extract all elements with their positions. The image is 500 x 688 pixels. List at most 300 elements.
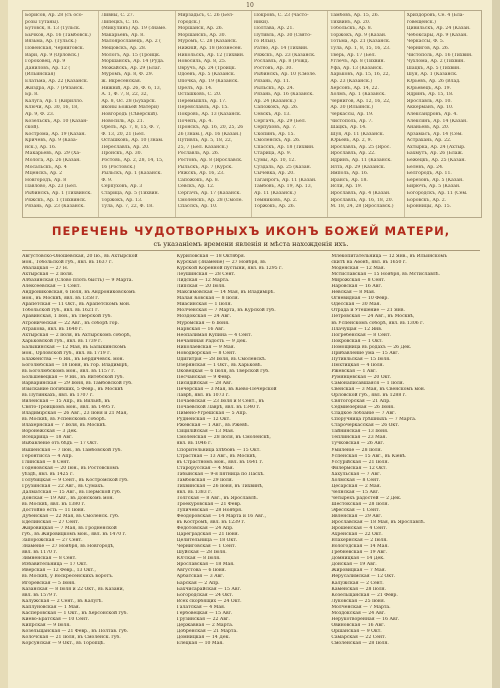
table-entry: Осташковъ, С. 20. xyxy=(177,92,222,98)
list-item: Нарвская — 16 Авг. xyxy=(176,326,225,332)
section-divider xyxy=(22,250,480,251)
table-entry: Чистополь, Ар. 7. xyxy=(330,118,373,124)
table-entry: Орелъ, Ар. 14. xyxy=(177,85,213,91)
table-entry: М. 18, 24, 28 (Ярославск.) xyxy=(330,204,394,210)
table-entry: Вари, Ар. 9 (Орловск.) xyxy=(25,52,80,58)
table-entry: Ростовъ, Ар. 8 (Ярославск. xyxy=(177,158,243,164)
list-item: Владимірская — 26 Авг., 23 Іюня и 21 Мая, xyxy=(22,411,128,417)
table-entry: Севскъ, Ар. 12. xyxy=(177,184,215,190)
table-entry: Павлово, Ар. 23 (Бел. xyxy=(25,184,78,190)
table-entry: Берёзовъ, Ар. 5 (Казан. xyxy=(406,177,464,183)
table-entry: ской). xyxy=(25,125,40,131)
list-item: Козельщанская — 21 Февр. xyxy=(331,592,398,598)
list-item: Грузинская — 22 Авг. xyxy=(176,616,230,622)
table-entry: Юрьевецъ, Ар. 19. xyxy=(406,85,452,91)
list-item: Югская — 8 Іюля. xyxy=(176,556,221,562)
table-entry: Калуга, Ар. 1 (Кирилло. xyxy=(25,98,84,104)
list-item: Ярославская — 18 Мая. xyxy=(176,562,235,568)
table-entry: Старица, Ар. 9. xyxy=(254,151,292,157)
table-entry: Ялта, Ар. 29 (Казанск. xyxy=(330,164,386,170)
table-entry: Липецкъ, С. 16. xyxy=(101,19,140,25)
list-item: Державная — 2 Марта. xyxy=(176,622,234,628)
list-item: Тихвинская — 26 Іюня, въ Тихвинѣ, xyxy=(176,483,264,489)
table-entry: Торжокъ, Ар. 26. xyxy=(254,204,296,210)
table-entry: Цивильскъ, Ар. 24 (Казан. xyxy=(406,26,471,32)
table-entry: Ядринъ, Ар. 11 (Казанск. xyxy=(330,158,392,164)
list-item: Орловской губ., явл. въ 1288 г. xyxy=(331,393,407,399)
list-item: Неопалимая Купина — 4 Сент. xyxy=(176,332,252,338)
table-entry: Арзамасъ, Ар. 14 (Сем. xyxy=(406,131,463,137)
table-entry: нск.), Ар. 16. xyxy=(25,144,57,150)
table-entry: Повенская, Черниговск. xyxy=(25,45,85,51)
list-item: Почаевской Лаврѣ, явл. въ 1340 г. xyxy=(176,405,261,411)
table-column xyxy=(23,11,99,217)
table-entry: Новгородъ (Сѣверскій). xyxy=(101,111,159,117)
table-entry: Сапожокъ, Ар. 26. xyxy=(254,105,299,111)
table-entry: Шуя, Ар. 11 (Казанск. xyxy=(330,131,385,137)
list-item: Атракова, явл. въ 1640 г. xyxy=(22,326,83,332)
list-item: Харьковской губ., явл. въ 1739 г. xyxy=(22,338,102,344)
list-item: Песчанская — 9 Февр. xyxy=(176,374,232,380)
list-column xyxy=(177,254,326,678)
table-entry: Ядринъ, Ар. 15, 18. xyxy=(406,92,454,98)
list-item: Млекопитательница — 12 Янв., въ Ильинскомъ xyxy=(331,254,447,259)
table-entry: Сычевка, Ар. 20. xyxy=(254,171,295,177)
table-entry: Ряжскъ, Ар. 16, 23. xyxy=(177,171,225,177)
table-entry: Смоленскъ, Ар. 28 (Смоле. xyxy=(177,197,243,203)
table-entry: Александровъ, Ар. 4. xyxy=(406,111,458,117)
table-entry: Севскъ, Ар. 13. xyxy=(254,111,291,117)
list-column xyxy=(22,254,171,678)
table-entry: Бирючъ, Ар. 5 (Казан. xyxy=(406,184,461,190)
list-item: Новодворская — 8 Сент. xyxy=(176,350,237,356)
list-item: Умиленіе — 28 Іюля. xyxy=(331,447,383,453)
list-item: явл. въ 1170 г. xyxy=(22,550,58,556)
table-entry: Вязьма, Ар. (Тульск.) xyxy=(25,39,77,45)
list-item: Озерянская — 1 Окт., въ Харьковѣ. xyxy=(176,362,262,368)
table-entry: Чухлома, Ар. 2 (Тихвин. xyxy=(406,59,465,65)
list-item: Выбавленіе отъ бѣдъ — 17 Окт. xyxy=(22,441,98,447)
list-item: Галатская — 4 Мая. xyxy=(176,604,226,610)
list-item: Смоленская — 28 Іюля. xyxy=(331,641,389,646)
table-entry: Орелъ, Ар. 7, 8, 15, Ф. 7, xyxy=(101,125,161,131)
table-entry: Сапожокъ, Ар. 8. xyxy=(177,177,220,183)
table-entry: Шацкъ, Ар. 14. xyxy=(330,125,367,131)
list-item: Тобольской губ., явл. въ 1621 г. xyxy=(22,308,100,314)
table-entry: Бежецкъ, Ар. 25 (Казан. xyxy=(406,158,466,164)
table-entry: Смоленскъ, Ар. 26. xyxy=(254,138,301,144)
list-item: Прибавление ума — 15 Авг. xyxy=(331,350,400,356)
table-entry: Ахтырка, Ар. 24 (Ахтыр. xyxy=(406,144,466,150)
table-entry: Путивль, Ар. 5, 18, 22, xyxy=(177,138,233,144)
list-item: Дубенская — 22 Мая, въ Смоленск. губ. xyxy=(22,514,120,520)
page-margin-left xyxy=(0,0,8,688)
table-entry: Алексинъ, Ар. 14 (Казан. xyxy=(406,118,468,124)
page xyxy=(8,0,492,688)
table-entry: Темниковъ, Ар. 2. xyxy=(254,197,298,203)
list-item: уѣздѣ, явл. въ 1425 г. xyxy=(22,471,74,477)
list-item: Отрада и Утешение — 21 Янв. xyxy=(331,308,405,314)
table-entry: Почепъ, Ар. 4. xyxy=(177,118,213,124)
table-entry: Рыльскъ, Ар. 7 (Курск. xyxy=(177,164,233,170)
table-entry: Переяславль, Ар. 15. xyxy=(177,105,229,111)
table-entry: Гороховец, Ар. 9 xyxy=(25,59,66,65)
table-entry: Шацкъ, Ар. 5 (Тихвин. xyxy=(406,65,461,71)
list-item: Запорожская — 27 Сент. xyxy=(22,538,83,544)
list-item: Боголюбская — 18 Іюня, въ гор. Владимірѣ, xyxy=(22,362,129,368)
table-column xyxy=(405,11,481,217)
icon-list xyxy=(22,254,480,678)
table-entry: Ярославль, Ар. 25 (Ярос. xyxy=(330,144,391,150)
list-item: Свенская — 3 Мая, въ Свенскомъ мон. xyxy=(331,387,426,393)
list-item: Страстная — 13 Авг., въ Москвѣ, xyxy=(176,453,257,459)
table-entry: Пронскъ, Ар. 30. xyxy=(101,151,143,157)
list-item: Оршанская — 9 Окт. xyxy=(331,628,382,634)
list-item: Глинская — 8 Сент. xyxy=(22,459,71,465)
list-item: Одесская — 30 Мая. xyxy=(331,302,381,308)
table-entry: Рославль, Ар. 26. xyxy=(177,151,220,157)
table-entry: Мещовскъ, Ар. 28. xyxy=(101,45,147,51)
table-entry: Ананьевъ, Ар. 20. xyxy=(406,125,450,131)
list-item: Всецарица — 18 Авг. xyxy=(22,435,73,441)
list-item: Толгская — 8 Авг., въ Ярославлѣ. xyxy=(176,495,258,501)
list-item: Калужская — 2 Сент., въ Калугѣ. xyxy=(22,598,103,604)
list-item: Ахтырская — 2 Іюля, въ Ахтырскомъ соборѣ, xyxy=(22,332,132,338)
list-item: Одигитрія — 28 Іюля, въ Смоленскѣ. xyxy=(176,356,267,362)
list-item: Успенская — 15 Авг., въ Кіевѣ. xyxy=(331,453,407,459)
list-item: Балыкинская — 12 Мая, въ Балыкинскомъ xyxy=(22,344,127,350)
list-item: Смоленская — 28 Іюля, въ Смоленскѣ, xyxy=(176,435,271,441)
table-entry: Ар. 23 (Казанск.) xyxy=(330,78,373,84)
table-entry: Кричевъ, Ар. 9 (Каза- xyxy=(25,138,78,144)
table-entry: Ряжскъ, Ар. 23 (Казанск. xyxy=(254,52,316,58)
list-item: Грузинская — 22 Авг., въ Сумахъ. xyxy=(22,483,105,489)
table-entry: Ар. 30 (Ильинск.) xyxy=(330,105,374,111)
list-item: Наровская — 16 Авг. xyxy=(331,284,383,290)
list-item: Мирожская — 8 Сент. xyxy=(331,278,386,284)
table-entry: Боровскъ, Ар. 2. xyxy=(406,197,447,203)
list-item: Лаврѣ, явл. въ 1073 г. xyxy=(176,393,230,399)
table-entry: Новосиль, Ар. 21. xyxy=(101,118,145,124)
table-entry: Тамбовъ, Ар. 15, 26. xyxy=(330,13,380,18)
list-item: Молченская — 7 Марта, въ Курской губ. xyxy=(176,308,276,314)
table-entry: Юрьевъ, Ар. 26 (Влад. xyxy=(406,78,461,84)
table-entry: говещенск.) xyxy=(406,19,436,25)
table-entry: Спасскъ, Ар. 10. xyxy=(177,204,218,210)
table-entry: Полтава, Ар. 21. xyxy=(254,26,294,32)
table-entry: Перемышль, Ар. 17. xyxy=(177,98,227,104)
table-entry: Бутовск, 8. 13 (Тульск. xyxy=(25,26,81,32)
list-item: Иерусалимская — 12 Окт. xyxy=(331,574,396,580)
list-item: Куриловская — 18 Октября. xyxy=(176,254,246,259)
table-entry: 25, 7 (Бел. Казанск.) xyxy=(177,144,228,150)
table-entry: Бычков, Ар. 16 (Тамбовск.) xyxy=(25,32,91,38)
table-entry: Жиздра, Ар. 7 (Рязанск. xyxy=(25,85,84,91)
list-item: въ Боголюбскомъ мон., явл. въ 1157 г. xyxy=(22,368,116,374)
table-entry: Белгородъ, Ар. 11. xyxy=(406,171,452,177)
list-item: Игоревская — 5 Іюня. xyxy=(22,580,76,586)
table-entry: Рыбинскъ, Ар. 1 (Тихвинск. xyxy=(25,191,92,197)
table-entry: Ф. 9. xyxy=(101,177,113,183)
list-item: Калужская — 2 Сент. xyxy=(331,580,384,586)
list-item: Годеновская — 20 Іюн., въ Ростовскомъ xyxy=(22,465,119,471)
table-entry: Ярославль, Ар. 10. xyxy=(406,98,452,104)
list-item: Избавительница — 17 Окт. xyxy=(22,562,88,568)
table-entry: Ростовъ, Ар. 2, 28, 14, 15, xyxy=(101,158,164,164)
table-entry: (Микулинъ) Ар. 19 (Знаме. xyxy=(101,26,167,32)
list-item: Моденская — 12 Мая. xyxy=(331,266,386,272)
list-item: Зимненская — 8 Сент. xyxy=(22,556,77,562)
list-item: въ Успенскомъ соборѣ, явл. въ 1306 г. xyxy=(331,320,425,326)
table-entry: Богородскъ, Ар. 11 (Сем. xyxy=(406,191,468,197)
list-item: Феодоровская — 14 Марта и 16 Авг., xyxy=(176,514,267,520)
table-entry: Суздаль, Ар. 25 (Казан. xyxy=(254,164,312,170)
list-item: Корсунская — 9 Окт., въ Торопцѣ. xyxy=(22,641,105,646)
list-item: Домницкая — 14 Дек. xyxy=(331,556,385,562)
list-item: Филермская — 12 Окт. xyxy=(331,465,387,471)
list-item: Явленская — 29 Авг. xyxy=(331,514,383,520)
list-item: Далматская — 15 Авг., въ Пермской губ. xyxy=(22,489,122,495)
table-entry: Малоярославецъ, Ар. 2 ( xyxy=(101,39,161,45)
table-entry: Рыльскъ, Ар. 24. xyxy=(254,85,295,91)
list-item: Взыскание погибших, 5 Февр., въ Москвѣ xyxy=(22,387,123,393)
city-feast-table xyxy=(22,10,482,218)
list-item: Голубицкая — 9 Сент., въ Костромской губ. xyxy=(22,477,129,483)
table-entry: Чернигов, Ар. 26. xyxy=(406,45,450,51)
list-item: въ Москвѣ, въ Успенскомъ соборѣ. xyxy=(22,417,107,423)
list-item: Споручница грѣшныхъ — 7 Марта. xyxy=(331,417,417,423)
list-item: Влахернская — 7 Іюля, въ Москвѣ. xyxy=(22,423,107,429)
list-item: явл. въ 1383 г. xyxy=(176,489,212,495)
table-entry: Моршанскъ, Ар. 14 (Руда. xyxy=(101,59,165,65)
table-entry: Мирзадьсъ, С. 26 (Бел- xyxy=(177,13,234,18)
table-entry: розы Тутаны). xyxy=(25,19,60,25)
table-entry: Ярославль, Ар. 16, 18, 20. xyxy=(330,197,394,203)
table-entry: Ратно, Ар. 14 (Тихвин. xyxy=(254,45,309,51)
list-item: Петровская — 24 Авг., въ Москвѣ, xyxy=(331,314,415,320)
list-item: Максимовская — 14 Мая, въ Владимірѣ. xyxy=(176,290,275,296)
table-entry: Чернигов, Ар. 12, 16, 22, xyxy=(330,98,391,104)
list-item: Козельщанская — 21 Февр., въ Полтав. губ. xyxy=(22,628,129,634)
list-item: Иверская — 12 Февр., 13 Окт., xyxy=(22,568,96,574)
table-entry: Ростовъ, Ар. 30. xyxy=(254,65,293,71)
table-entry: Рыльскъ, Ар. 1 (Казанск. xyxy=(101,171,162,177)
table-entry: Ар. 11 (Казанск.) xyxy=(254,191,296,197)
table-entry: Моршанск, Ар. 26. xyxy=(177,26,224,32)
list-item: Елецкая — 10 Мая. xyxy=(176,641,224,646)
table-entry: иконы Божьей Матери) xyxy=(101,105,159,111)
table-entry: А. 1, Ф. 7, 8, 22, 32, xyxy=(101,92,149,98)
table-entry: Пронскъ, Ар. 16, 20, 25, 26 xyxy=(177,125,244,131)
list-item: Хахульская — 7 Авг. xyxy=(331,471,381,477)
list-item: Касперовская — 1 Окт., въ Херсонской губ. xyxy=(22,610,128,616)
list-item: Миасинская — 1 Іюля. xyxy=(176,302,232,308)
table-entry: Сумы, Ар. 10, 12. xyxy=(254,158,296,164)
list-item: Тучковская — 26 Авг. xyxy=(331,441,385,447)
list-item: Вышенская — 7 Іюн., въ Тамбовской губ. xyxy=(22,447,122,453)
table-entry: Бахмутъ, Ар. 26 (Блаж. xyxy=(406,151,464,157)
list-item: Невская — 8 Мая. xyxy=(331,290,376,296)
list-item: Абалацкая — 27 Н. xyxy=(22,266,69,272)
list-item: Липская — 20 Іюля. xyxy=(176,284,226,290)
table-entry: Елатьма, Ар. 22 (Казанск. xyxy=(25,78,89,84)
list-item: Тупичевская — 28 Ноября. xyxy=(176,507,243,513)
list-item: Арбатская — 3 Авг. xyxy=(176,574,225,580)
section-title: ПЕРЕЧЕНЬ ЧУДОТВОРНЫХЪ ИКОНЪ БОЖЕЙ МАТЕРИ, xyxy=(51,224,451,238)
table-entry: Тихвинъ, Ар. 20. xyxy=(330,19,371,25)
list-item: Гребневская — 19 Авг. xyxy=(331,550,387,556)
table-entry: Старица, Ар. 5 (Тихвин. xyxy=(101,191,160,197)
list-item: Малая Ковская — 8 Іюля. xyxy=(176,296,240,302)
list-item: въ Костромѣ, явл. въ 1239 г. xyxy=(176,520,246,526)
list-item: Сладкое лобзаніе — 7 Авг. xyxy=(331,411,396,417)
list-item: Ржевская — 1 Авг. xyxy=(331,368,377,374)
table-entry: Юрьевъ, Ар. 2, 9. xyxy=(330,138,372,144)
table-entry: Херсонъ, Ар. 14, 22. xyxy=(330,85,379,91)
table-entry: ж. Вкресенская. xyxy=(101,78,142,84)
table-entry: Борисов, Ар. 28 (съ осо- xyxy=(25,13,84,18)
list-item: Уссурійская — 21 Іюля. xyxy=(331,459,389,465)
list-item: Федотовская — 24 Апр. xyxy=(176,526,234,532)
list-item: Аравинская, 1 Іюн., въ Тверской губ. xyxy=(22,314,112,320)
list-item: Целительница — 18 Окт. xyxy=(176,538,238,544)
section-subtitle: съ указаніемъ времени явленія и мѣста нахожденія ихъ. xyxy=(153,240,349,248)
list-item: Мстиславская — 15 Ноября, въ Мстиславлѣ. xyxy=(331,272,440,278)
list-item: Ахренская — 22 Окт. xyxy=(331,532,383,538)
table-column xyxy=(176,11,252,217)
table-entry: Уфа, Ар. 13 (Казанск. xyxy=(330,65,383,71)
list-item: Седмиезерная — 26 Іюня. xyxy=(331,405,395,411)
list-item: Ржевская — 1 Авг., въ Ржевѣ. xyxy=(176,423,249,429)
table-entry: Тверь, Ар. 17 (Бел. xyxy=(330,52,376,58)
table-entry: Ф. 13, 20, 21 (Бел. xyxy=(101,131,146,137)
table-entry: Козельскъ, Ар. 10 (Казан- xyxy=(25,118,88,124)
list-item: Свято-Троицкомъ мон., явл. въ 1495 г. xyxy=(22,405,116,411)
list-item: Блаженства — 6 Ян., въ Бердичевск. мон. xyxy=(22,356,124,362)
table-entry: Сергачъ, Ар. 29 (Бел. xyxy=(254,118,307,124)
list-item: Пимено-Угрешская — 5 Апр. xyxy=(176,411,247,417)
table-entry: 26 (Знам.), Ар. 16 (Казан.) xyxy=(177,131,242,137)
list-item: Нерукотворенная — 16 Авг. xyxy=(331,616,400,622)
table-entry: Рославль, Ар. 8 (Рожд. xyxy=(254,59,309,65)
list-item: Цесарская — 2 Мая. xyxy=(331,483,382,489)
table-entry: Белевъ, Ар. 24. xyxy=(406,164,444,170)
list-item: Четырехъ радостей — 2 Дек. xyxy=(331,495,402,501)
list-item: Святогорская — 21 Апр. xyxy=(331,399,391,405)
list-item: Каменская — 28 Іюля. xyxy=(331,586,386,592)
table-entry: Путивль, Ар. 30 (Свято- xyxy=(254,32,312,38)
table-entry: Харьковъ, Ар. 15, 16, 22, xyxy=(330,72,391,78)
list-item: Ярошенская — 4 Сент. xyxy=(331,526,388,532)
table-entry: Серпуховъ, Ар. 3 xyxy=(101,184,143,190)
list-item: Курская (Знаменіе) — 27 Ноября, въ xyxy=(176,260,266,266)
table-entry: Можайскъ, Ар. 29 (Благ. xyxy=(101,65,162,71)
list-item: Луковская — 25 Іюня. xyxy=(331,598,386,604)
list-item: Кипрская — 9 Іюля. xyxy=(22,622,71,628)
list-item: скитѣ на Аѳонѣ, явл. въ 1650 г. xyxy=(331,260,407,266)
table-entry: Новосиль, Ар. 8, 25. xyxy=(177,59,227,65)
list-item: Табынская — 9-я пятница по Пасхѣ. xyxy=(176,471,265,477)
table-entry: Опочка, Ар. 19 (Казанск. xyxy=(177,78,239,84)
list-item: Ярославская — 18 Мая, въ Ярославлѣ. xyxy=(331,520,426,526)
list-item: Влахернская — 2 Іюля. xyxy=(331,538,388,544)
list-item: Большевецкая — 9 Ян., въ Витебской губ. xyxy=(22,374,124,380)
table-entry: Ясли, Ар. 19. xyxy=(330,184,363,190)
list-item: Спорительница хлѣбовъ — 15 Окт. xyxy=(176,447,261,453)
table-entry: Моршанскъ, Ар. 30. xyxy=(177,32,227,38)
table-entry: Осташковъ, Ар. 10 (Знам. xyxy=(101,138,164,144)
table-entry: Мценскъ, Ар. 2 xyxy=(25,171,62,177)
list-item: мон., Тобольской губ., явл. въ 1637 г. xyxy=(22,260,113,266)
list-item: губ., въ Жировицкомъ мон., явл. въ 1470 г. xyxy=(22,532,127,538)
list-item: Казанская — 8 Іюля и 22 Окт., въ Казани, xyxy=(22,586,125,592)
table-entry: Торжокъ, Ар. 13. xyxy=(101,197,143,203)
table-entry: Хриздоровъ, Се. 4 (Бла- xyxy=(406,13,465,18)
list-item: Колочская — 21 Іюля, въ Смоленск. губ. xyxy=(22,634,121,640)
table-column xyxy=(99,11,175,217)
list-item: Лидская — 12 Марта. xyxy=(176,278,230,284)
list-item: въ Москвѣ, у Воскресенскихъ воротъ. xyxy=(22,574,114,580)
table-entry: Астрахань, Ар. 22. xyxy=(406,138,452,144)
list-item: мон., Орловской губ., явл. въ 1719 г. xyxy=(22,350,112,356)
list-item: Жировицкая — 7 Мая, въ Гродненской xyxy=(22,526,117,532)
table-entry: городск.) xyxy=(177,19,201,25)
list-item: Помощница въ родахъ — 26 Дек. xyxy=(331,344,412,350)
list-item: Самонаписавшаяся — 1 Іюля. xyxy=(331,380,405,386)
table-entry: (Ильинская) xyxy=(25,72,56,78)
table-entry: Ключи, Ар. 30, 16, 18, xyxy=(25,105,79,111)
list-item: Сицилійская — 13 Мая. xyxy=(176,429,235,435)
list-column xyxy=(331,254,480,678)
table-entry: Ар. 24 (Казанск.) xyxy=(254,98,296,104)
list-item: Тамбовская — 29 Іюля. xyxy=(176,477,234,483)
list-item: Теплинская — 23 Мая. xyxy=(331,435,387,441)
list-item: Леушинская — 28 Сент. xyxy=(176,272,236,278)
table-entry: Сергачъ, Ар. 17 (Казанск. xyxy=(177,191,241,197)
table-entry: Покровъ, Ар. 13 (Казанск. xyxy=(177,111,242,117)
list-item: Домницкая — 14 Дек. xyxy=(176,634,230,640)
list-item: Арапетская — 11 Окт., въ Арапетскомъ мон. xyxy=(22,302,131,308)
list-item: Киево-Братская — 10 Сент. xyxy=(22,616,90,622)
table-entry: Бр. 8. xyxy=(25,92,39,98)
list-item: Андрониковская, 6 Іюля, въ Андрониковскомъ xyxy=(22,290,136,296)
table-entry: Рязань, Ар. 11. xyxy=(254,78,291,84)
list-item: Эфесская — 1 Сент. xyxy=(331,507,381,513)
table-entry: Ряжскъ, Ар. 1 (Тихвинск. xyxy=(25,197,87,203)
list-item: Моздокская — 24 Авг. xyxy=(176,314,231,320)
table-entry: Муромъ, Ар. 8, Ф. 29. xyxy=(101,72,154,78)
table-entry: Черкассы, Ар. 19. xyxy=(330,111,374,117)
list-item: Самарская — 22 Сент. xyxy=(331,634,387,640)
table-entry: го Ильи). xyxy=(254,39,277,45)
list-item: Албазинская (Слово плоть бысть) — 9 Марта. xyxy=(22,278,133,284)
table-entry: Холмъ, Ар. 1 (Казанск. xyxy=(330,92,386,98)
table-entry: Серпуховъ, Ар. 7. xyxy=(254,125,297,131)
list-item: Гербовецкая — 15 Авг. xyxy=(176,610,233,616)
table-entry: Макарьевъ, Ар. 29 (Ха- xyxy=(25,151,81,157)
list-item: Цареградская — 21 Іюня. xyxy=(176,532,240,538)
table-entry: Молога, Ар. 26 (Казан. xyxy=(25,158,81,164)
table-entry: Мологъ, Ар. 15 (Троицк. xyxy=(101,52,161,58)
list-item: Августова — 6 Іюня. xyxy=(176,568,227,574)
list-item: Черниговская — 1 Сент. xyxy=(176,544,237,550)
table-entry: Спасскъ, Ар. 18 (Тихвин. xyxy=(254,144,315,150)
list-item: Троекуровская — 21 Февр. xyxy=(176,501,242,507)
list-item: Виленская — 15 Апр., въ Вильнѣ, въ xyxy=(22,399,110,405)
list-item: Варваринская — 29 Іюня, въ Тамбовской губ. xyxy=(22,380,133,386)
table-entry: Макарьевъ, Ар. 8. xyxy=(101,32,145,38)
table-entry: Ар. 9, Ф. 23. xyxy=(25,111,55,117)
